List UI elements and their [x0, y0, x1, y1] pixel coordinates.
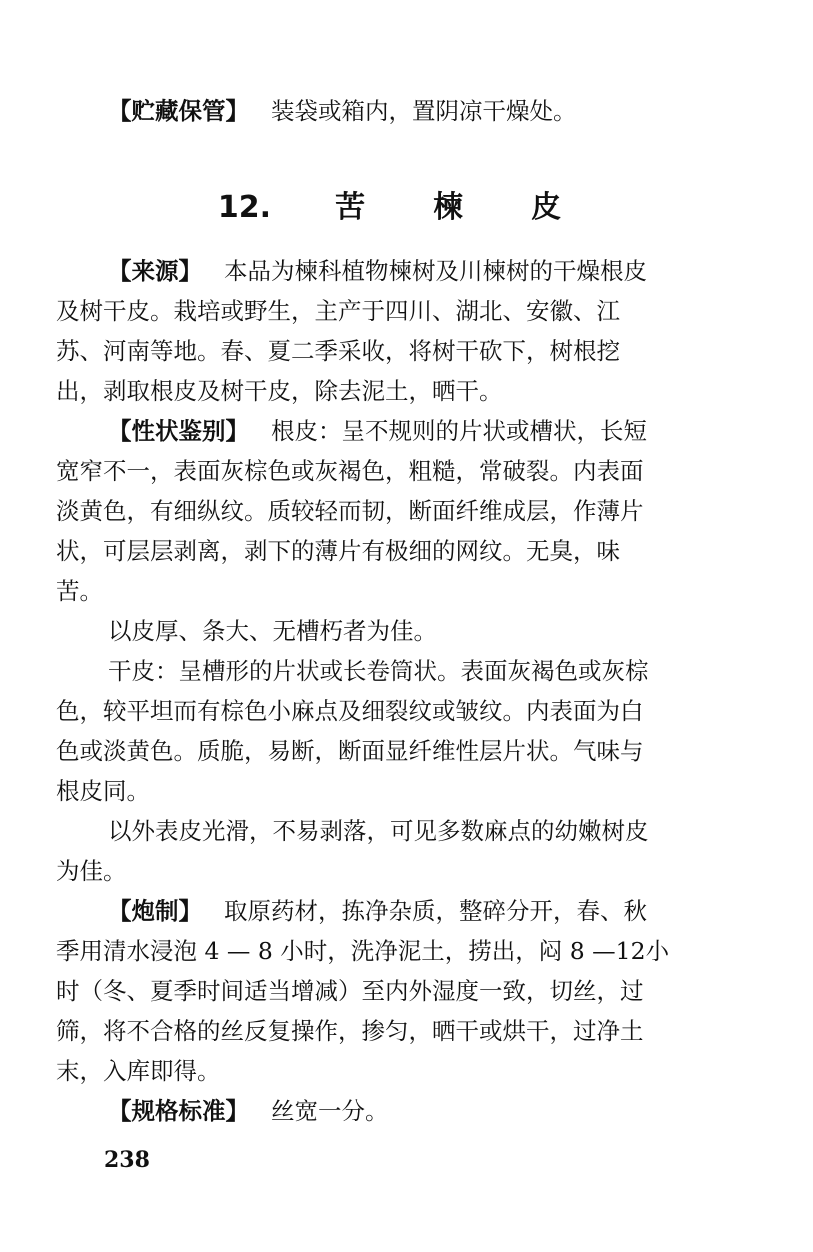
source-line: [108, 256, 647, 286]
processing-line: 季用清水浸泡 4 — 8 小时，洗净泥土，捞出，闷 8 —12小: [56, 937, 670, 965]
source-line: 出，剥取根皮及树干皮，除去泥土，晒干。: [56, 377, 503, 405]
trunk-line: 色，较平坦而有棕色小麻点及细裂纹或皱纹。内表面为白: [56, 697, 644, 725]
title-char-2: 楝: [433, 190, 464, 225]
source-tag: 【来源】: [108, 257, 202, 285]
identification-tag: 【性状鉴别】: [108, 417, 249, 445]
processing-line: 时（冬、夏季时间适当增减）至内外湿度一致，切丝，过: [56, 977, 644, 1005]
section-number: 12.: [217, 190, 272, 225]
processing-line: 筛，将不合格的丝反复操作，掺匀，晒干或烘干，过净土: [56, 1017, 644, 1045]
processing-line: [108, 896, 647, 926]
storage-tag: 【贮藏保管】: [108, 97, 249, 125]
trunk-quality-line: 为佳。: [56, 857, 127, 885]
source-line: 及树干皮。栽培或野生，主产于四川、湖北、安徽、江: [56, 297, 620, 325]
processing-text: 取原药材，拣净杂质，整碎分开，春、秋: [224, 897, 647, 925]
identification-line: 状，可层层剥离，剥下的薄片有极细的网纹。无臭，味: [56, 537, 620, 565]
section-title: [0, 182, 813, 226]
root-quality-line: 以皮厚、条大、无槽朽者为佳。: [108, 617, 437, 645]
processing-tag: 【炮制】: [108, 897, 202, 925]
source-text: 本品为楝科植物楝树及川楝树的干燥根皮: [224, 257, 647, 285]
identification-line: 苦。: [56, 577, 103, 605]
identification-line: 淡黄色，有细纵纹。质较轻而韧，断面纤维成层，作薄片: [56, 497, 644, 525]
spec-text: 丝宽一分。: [271, 1097, 389, 1125]
title-char-3: 皮: [531, 190, 562, 225]
trunk-line: 干皮：呈槽形的片状或长卷筒状。表面灰褐色或灰棕: [108, 657, 649, 685]
source-line: 苏、河南等地。春、夏二季采收，将树干砍下，树根挖: [56, 337, 620, 365]
page-number: 238: [104, 1147, 150, 1173]
trunk-quality-line: 以外表皮光滑，不易剥落，可见多数麻点的幼嫩树皮: [108, 817, 649, 845]
identification-text: 根皮：呈不规则的片状或槽状，长短: [271, 417, 647, 445]
storage-text: 装袋或箱内，置阴凉干燥处。: [271, 97, 577, 125]
identification-line: [108, 416, 647, 446]
spec-line: [108, 1096, 389, 1126]
trunk-line: 根皮同。: [56, 777, 150, 805]
storage-line: [108, 96, 577, 126]
spec-tag: 【规格标准】: [108, 1097, 249, 1125]
processing-line: 末，入库即得。: [56, 1057, 221, 1085]
title-char-1: 苦: [335, 190, 366, 225]
identification-line: 宽窄不一，表面灰棕色或灰褐色，粗糙，常破裂。内表面: [56, 457, 644, 485]
trunk-line: 色或淡黄色。质脆，易断，断面显纤维性层片状。气味与: [56, 737, 644, 765]
